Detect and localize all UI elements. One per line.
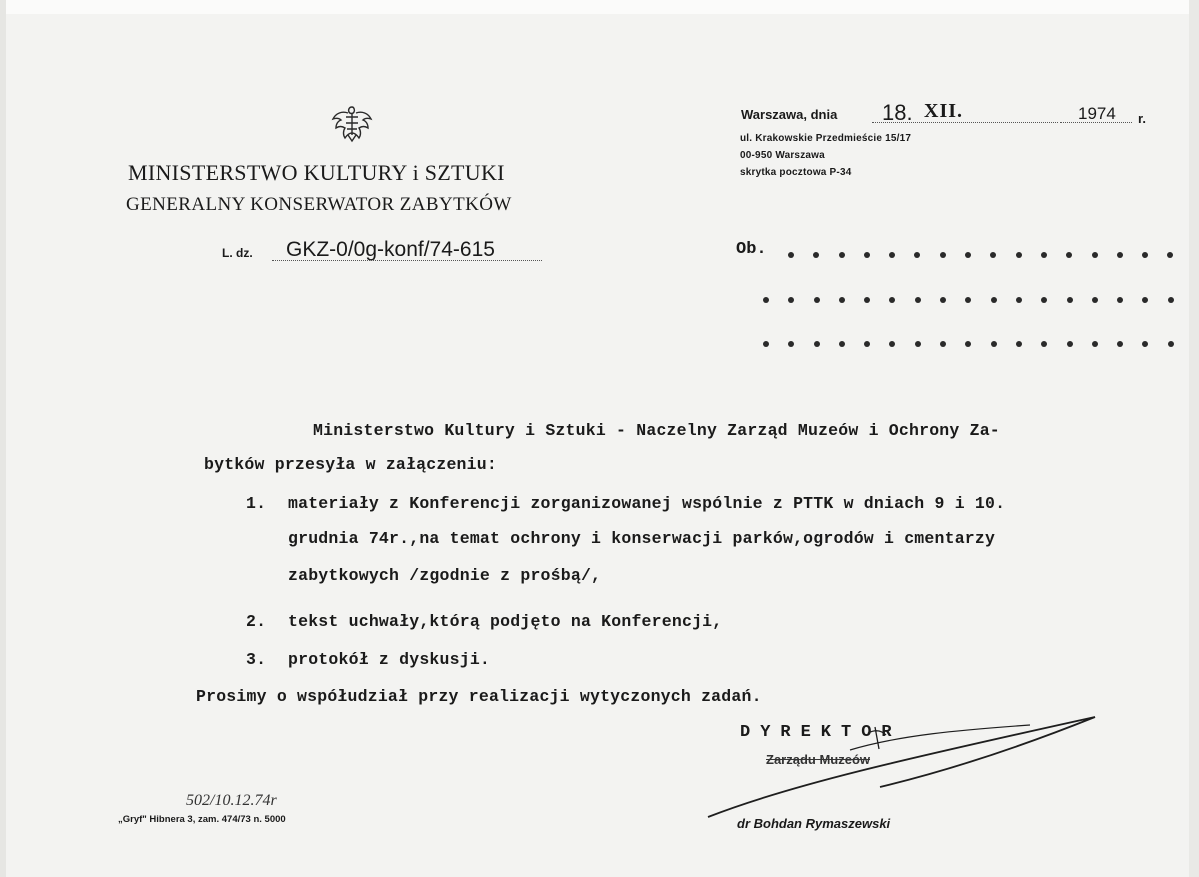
closing-line: Prosimy o współudział przy realizacji wytyczonych zadań. (196, 687, 762, 706)
address-po-box: skrytka pocztowa P-34 (740, 167, 852, 178)
item-1-number: 1. (246, 494, 267, 513)
signature-title: DYREKTOR (740, 723, 902, 742)
printer-imprint: „Gryf" Hibnera 3, zam. 474/73 n. 5000 (118, 814, 286, 825)
item-1-line-1: materiały z Konferencji zorganizowanej wspólnie z PTTK w dniach 9 i 10. (288, 494, 1006, 513)
recipient-label: Ob. (736, 240, 767, 259)
page-edge-right (1189, 0, 1199, 877)
ministry-name: MINISTERSTWO KULTURY i SZTUKI (128, 160, 505, 185)
date-suffix: r. (1138, 111, 1146, 126)
item-3-text: protokół z dyskusji. (288, 650, 491, 669)
reference-dotted-line (272, 260, 542, 261)
address-city: 00-950 Warszawa (740, 150, 825, 161)
item-2-text: tekst uchwały,którą podjęto na Konferencji, (288, 612, 723, 631)
address-street: ul. Krakowskie Przedmieście 15/17 (740, 133, 912, 144)
handwritten-note: 502/10.12.74r (186, 792, 277, 809)
recipient-line-1 (788, 252, 1173, 258)
year-dotted-line (1060, 122, 1132, 123)
intro-line-1: Ministerstwo Kultury i Sztuki - Naczelny Zarząd Muzeów i Ochrony Za- (313, 421, 1000, 440)
recipient-line-3 (763, 341, 1174, 347)
page-edge-left (0, 0, 6, 877)
date-year: 1974 (1078, 104, 1116, 123)
item-1-line-2: grudnia 74r.,na temat ochrony i konserwacji parków,ogrodów i cmentarzy (288, 529, 996, 548)
intro-line-2: bytków przesyła w załączeniu: (204, 455, 497, 474)
recipient-line-2 (763, 297, 1174, 303)
item-1-line-3: zabytkowych /zgodnie z prośbą/, (288, 566, 602, 585)
reference-label: L. dz. (222, 246, 253, 260)
reference-number: GKZ-0/0g-konf/74-615 (286, 238, 495, 261)
date-month: XII. (924, 100, 964, 122)
item-3-number: 3. (246, 650, 267, 669)
signatory-name: dr Bohdan Rymaszewski (737, 816, 891, 831)
office-name: GENERALNY KONSERWATOR ZABYTKÓW (126, 194, 512, 215)
signature-crossed-text: Zarządu Muzeów (766, 752, 871, 767)
date-dotted-line (872, 122, 1058, 123)
handwritten-signature (700, 705, 1110, 825)
date-place: Warszawa, dnia (741, 107, 838, 122)
date-day: 18. (882, 100, 913, 125)
item-2-number: 2. (246, 612, 267, 631)
eagle-emblem-icon (328, 101, 376, 149)
